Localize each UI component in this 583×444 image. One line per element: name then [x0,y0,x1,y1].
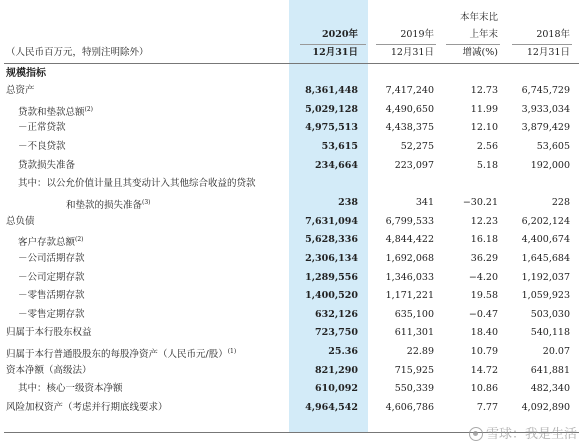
row-label [18,103,93,120]
row-label-text: 资本净额（高级法） [6,364,92,376]
row-label [18,271,85,285]
value-2019: 4,438,375 [385,122,434,134]
row-label-text: 总资产 [6,85,35,96]
value-2019: 4,606,786 [385,402,434,414]
row-label [66,196,151,213]
value-2020: 4,975,513 [305,122,358,134]
value-2020: 2,306,134 [305,252,358,264]
value-2019: 635,100 [394,308,434,320]
value-change: 14.72 [470,364,498,376]
value-2020: 1,289,556 [305,271,358,283]
value-2018: 228 [551,196,570,208]
value-2020: 4,964,542 [305,402,358,414]
row-label-text: 总负债 [6,215,35,227]
value-2018: 482,340 [530,383,570,395]
row-label-text: －零售定期存款 [18,308,85,320]
value-change: 36.29 [470,252,498,264]
value-change: 10.86 [470,383,498,395]
row-label-text: 贷款损失准备 [18,159,76,171]
row-label [6,401,168,415]
value-2019: 611,301 [394,327,434,339]
value-2018: 4,400,674 [521,234,570,246]
value-2020: 821,290 [315,364,358,376]
row-label [18,121,66,135]
value-change: 19.58 [470,290,498,302]
value-2019: 341 [415,196,434,208]
footnote-marker: (2) [75,236,84,244]
row-label-text: 贷款和垫款总额 [18,106,85,118]
value-change: 12.23 [470,215,498,227]
value-change: −0.47 [468,308,498,320]
header-2020-date: 12月31日 [312,47,358,58]
row-label [18,308,85,322]
value-change: 2.56 [476,140,498,152]
row-label-text: －正常贷款 [18,122,66,134]
value-2020: 53,615 [321,140,358,152]
footnote-marker: (3) [142,198,151,206]
value-2018: 3,933,034 [521,103,570,115]
value-2019: 223,097 [394,159,434,171]
unit-note: （人民币百万元，特别注明除外） [6,47,149,58]
value-2019: 1,171,221 [385,290,434,302]
value-2020: 723,750 [315,327,358,339]
row-label [6,84,35,98]
value-2019: 52,275 [400,140,434,152]
row-label [18,159,75,173]
value-2020: 5,029,128 [305,103,358,115]
row-label-text: 和垫款的损失准备 [66,200,143,212]
row-label [6,364,92,378]
row-label-text: 客户存款总额 [18,237,76,249]
footnote-marker: (1) [227,348,237,356]
value-2018: 1,645,684 [521,252,570,264]
row-label-text: －零售活期存款 [18,290,85,302]
value-2018: 6,745,729 [521,85,570,96]
row-label-text: 归属于本行股东权益 [6,327,92,339]
value-change: 11.99 [470,103,498,115]
value-2019: 1,692,068 [385,252,434,264]
header-2018-year: 2018年 [536,29,570,40]
row-label [18,382,123,396]
header-2019-date: 12月31日 [390,47,434,58]
value-change: 7.77 [476,402,498,414]
row-label [18,233,84,250]
row-label [18,177,256,191]
value-change: 12.10 [470,122,498,134]
value-2019: 1,346,033 [385,271,434,283]
value-2018: 1,059,923 [521,290,570,302]
value-change: 5.18 [476,159,498,171]
row-label-text: 风险加权资产（考虑并行期底线要求） [6,402,168,414]
value-2018: 503,030 [530,308,570,320]
value-2020: 632,126 [315,308,358,320]
value-2020: 610,092 [315,383,358,395]
value-2020: 25.36 [328,346,358,358]
value-change: −30.21 [462,196,498,208]
value-change: 16.18 [470,234,498,246]
value-2019: 715,925 [394,364,434,376]
row-label-text: 其中：以公允价值计量且其变动计入其他综合收益的贷款 [18,178,256,190]
value-change: 18.40 [470,327,498,339]
header-change-line2: 上年末 [469,29,498,40]
value-2019: 6,799,533 [385,215,434,227]
row-label [6,326,92,340]
value-2020: 8,361,448 [305,85,358,96]
header-2019-year: 2019年 [400,29,434,40]
value-2018: 4,092,890 [521,402,570,414]
value-2019: 7,417,240 [385,85,434,96]
value-2018: 6,202,124 [521,215,570,227]
header-2020-year: 2020年 [322,29,358,40]
row-label [6,215,35,229]
header-2018-date: 12月31日 [526,47,570,58]
value-change: 12.73 [470,85,498,96]
value-2018: 3,879,429 [521,122,570,134]
value-2019: 4,844,422 [385,234,434,246]
value-2019: 4,490,650 [385,103,434,115]
watermark-text: 雪球：我是生活 [485,427,577,442]
row-label [18,289,85,303]
value-2020: 7,631,094 [305,215,358,227]
header-change-line3: 增减(%) [462,47,498,58]
row-label [18,140,66,154]
value-2019: 22.89 [406,346,434,358]
snowball-logo-icon [469,427,483,441]
row-label-text: －公司活期存款 [18,252,85,264]
row-label-text: －不良贷款 [18,140,66,152]
value-2018: 641,881 [530,364,570,376]
row-label [18,252,85,266]
watermark [469,423,577,442]
value-2018: 1,192,037 [521,271,570,283]
value-2018: 20.07 [542,346,570,358]
footnote-marker: (2) [84,105,94,113]
section-title: 规模指标 [6,68,46,79]
value-change: 10.79 [470,346,498,358]
row-label-text: 其中：核心一级资本净额 [18,383,123,395]
value-change: −4.20 [468,271,498,283]
row-label-text: 归属于本行普通股股东的每股净资产（人民币元/股） [6,349,228,361]
header-change-line1: 本年末比 [459,12,498,23]
value-2020: 1,400,520 [305,290,358,302]
row-label [6,345,236,362]
value-2019: 550,339 [394,383,434,395]
value-2020: 234,664 [315,159,358,171]
value-2018: 540,118 [530,327,570,339]
value-2018: 53,605 [536,140,570,152]
value-2020: 5,628,336 [305,234,358,246]
row-label-text: －公司定期存款 [18,271,85,283]
value-2018: 192,000 [530,159,570,171]
value-2020: 238 [338,196,358,208]
